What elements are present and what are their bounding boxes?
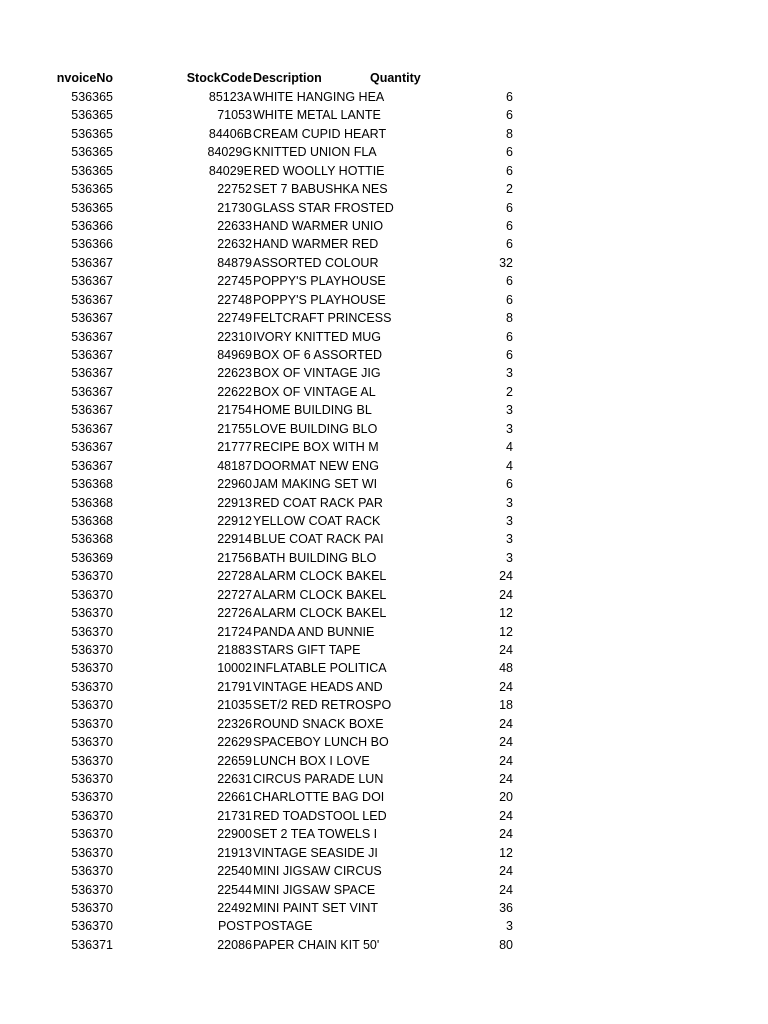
quantity-cell[interactable]: 32 <box>499 255 513 270</box>
quantity-cell[interactable]: 6 <box>506 477 513 491</box>
table-row <box>0 825 768 843</box>
quantity-cell[interactable]: 3 <box>506 919 513 934</box>
description-cell[interactable]: WHITE HANGING HEA <box>253 90 385 104</box>
stock-code-cell[interactable]: 21756 <box>217 550 252 565</box>
table-row <box>0 604 768 622</box>
description-cell[interactable]: JAM MAKING SET WI <box>253 477 378 491</box>
description-cell[interactable]: HOME BUILDING BL <box>253 403 372 418</box>
description-cell[interactable]: LUNCH BOX I LOVE <box>253 753 370 768</box>
description-cell[interactable]: POSTAGE <box>253 919 313 934</box>
table-row <box>0 125 768 143</box>
stock-code-cell[interactable]: 22631 <box>217 771 252 786</box>
invoice-no-cell[interactable]: 536367 <box>71 292 113 307</box>
description-cell[interactable]: VINTAGE SEASIDE JI <box>253 845 378 860</box>
header-stock-code[interactable]: StockCode <box>186 71 252 85</box>
invoice-no-cell[interactable]: 536368 <box>71 477 113 491</box>
header-row <box>0 69 768 87</box>
description-cell[interactable]: PANDA AND BUNNIE <box>253 624 375 639</box>
table-row <box>0 512 768 530</box>
quantity-cell[interactable]: 18 <box>499 698 513 713</box>
invoice-no-cell[interactable]: 536370 <box>71 790 113 805</box>
stock-code-cell[interactable]: 22900 <box>217 827 252 842</box>
stock-code-cell[interactable]: 22544 <box>217 882 252 897</box>
quantity-cell[interactable]: 24 <box>499 808 513 823</box>
invoice-no-cell[interactable]: 536367 <box>71 329 113 344</box>
stock-code-cell[interactable]: 22310 <box>217 329 252 344</box>
invoice-no-cell[interactable]: 536368 <box>71 495 113 510</box>
stock-code-cell[interactable]: 84029E <box>208 163 252 178</box>
description-cell[interactable]: HAND WARMER RED <box>253 237 379 252</box>
table-row <box>0 180 768 198</box>
quantity-cell[interactable]: 3 <box>506 513 513 528</box>
stock-code-cell[interactable]: 22629 <box>217 735 252 749</box>
table-row <box>0 199 768 217</box>
table-row <box>0 235 768 253</box>
table-row <box>0 586 768 604</box>
invoice-no-cell[interactable]: 536368 <box>71 532 113 547</box>
description-cell[interactable]: INFLATABLE POLITICA <box>253 661 387 676</box>
invoice-no-cell[interactable]: 536365 <box>71 90 113 104</box>
quantity-cell[interactable]: 48 <box>499 661 513 676</box>
description-cell[interactable]: ALARM CLOCK BAKEL <box>253 569 387 584</box>
invoice-no-cell[interactable]: 536368 <box>71 513 113 528</box>
description-cell[interactable]: VINTAGE HEADS AND <box>253 679 383 694</box>
quantity-cell[interactable]: 8 <box>506 311 513 326</box>
quantity-cell[interactable]: 2 <box>506 384 513 399</box>
quantity-cell[interactable]: 24 <box>499 882 513 897</box>
table-row <box>0 309 768 327</box>
description-cell[interactable]: RED COAT RACK PAR <box>253 495 383 510</box>
stock-code-cell[interactable]: 84029G <box>207 145 252 160</box>
invoice-no-cell[interactable]: 536370 <box>71 845 113 860</box>
quantity-cell[interactable]: 2 <box>506 182 513 197</box>
quantity-cell[interactable]: 24 <box>499 679 513 694</box>
stock-code-cell[interactable]: 21755 <box>217 421 252 436</box>
stock-code-cell[interactable]: 22540 <box>217 864 252 879</box>
table-row <box>0 254 768 272</box>
description-cell[interactable]: BOX OF 6 ASSORTED <box>253 348 382 362</box>
quantity-cell[interactable]: 20 <box>499 790 513 805</box>
stock-code-cell[interactable]: 22622 <box>217 384 252 399</box>
stock-code-cell[interactable]: 22632 <box>217 237 252 252</box>
description-cell[interactable]: MINI JIGSAW CIRCUS <box>253 864 382 879</box>
table-row <box>0 770 768 788</box>
quantity-cell[interactable]: 3 <box>506 403 513 418</box>
table-row <box>0 346 768 364</box>
description-cell[interactable]: ASSORTED COLOUR <box>253 255 379 270</box>
description-cell[interactable]: MINI PAINT SET VINT <box>253 900 379 915</box>
stock-code-cell[interactable]: 21731 <box>217 808 252 823</box>
stock-code-cell[interactable]: 22960 <box>217 477 252 491</box>
table-row <box>0 696 768 714</box>
description-cell[interactable]: SPACEBOY LUNCH BO <box>253 735 389 749</box>
table-row <box>0 549 768 567</box>
quantity-cell[interactable]: 6 <box>506 274 513 289</box>
stock-code-cell[interactable]: 22912 <box>217 513 252 528</box>
table-row <box>0 567 768 585</box>
stock-code-cell[interactable]: 85123A <box>208 90 252 104</box>
description-cell[interactable]: BOX OF VINTAGE AL <box>253 384 376 399</box>
description-cell[interactable]: KNITTED UNION FLA <box>253 145 377 160</box>
description-cell[interactable]: RED TOADSTOOL LED <box>253 808 387 823</box>
stock-code-cell[interactable]: 22633 <box>217 219 252 233</box>
invoice-no-cell[interactable]: 536370 <box>71 624 113 639</box>
stock-code-cell[interactable]: 21777 <box>217 440 252 455</box>
description-cell[interactable]: RECIPE BOX WITH M <box>253 440 379 455</box>
quantity-cell[interactable]: 12 <box>499 624 513 639</box>
stock-code-cell[interactable]: 21754 <box>217 403 252 418</box>
invoice-no-cell[interactable]: 536366 <box>71 219 113 233</box>
table-row <box>0 530 768 548</box>
table-row <box>0 917 768 935</box>
quantity-cell[interactable]: 3 <box>506 550 513 565</box>
table-row <box>0 88 768 106</box>
quantity-cell[interactable]: 12 <box>499 845 513 860</box>
description-cell[interactable]: MINI JIGSAW SPACE <box>253 882 376 897</box>
table-row <box>0 106 768 124</box>
table-row <box>0 457 768 475</box>
description-cell[interactable]: LOVE BUILDING BLO <box>253 421 378 436</box>
invoice-no-cell[interactable]: 536365 <box>71 163 113 178</box>
invoice-no-cell[interactable]: 536367 <box>71 440 113 455</box>
quantity-cell[interactable]: 24 <box>499 753 513 768</box>
table-row <box>0 623 768 641</box>
table-row <box>0 881 768 899</box>
quantity-cell[interactable]: 80 <box>499 937 513 952</box>
invoice-no-cell[interactable]: 536370 <box>71 808 113 823</box>
invoice-no-cell[interactable]: 536367 <box>71 458 113 473</box>
table-row <box>0 715 768 733</box>
table-row <box>0 807 768 825</box>
stock-code-cell[interactable]: 22727 <box>217 587 252 602</box>
invoice-no-cell[interactable]: 536370 <box>71 679 113 694</box>
description-cell[interactable]: RED WOOLLY HOTTIE <box>253 163 385 178</box>
invoice-no-cell[interactable]: 536371 <box>71 937 113 952</box>
quantity-cell[interactable]: 8 <box>506 126 513 141</box>
table-row <box>0 844 768 862</box>
stock-code-cell[interactable]: 21724 <box>217 624 252 639</box>
description-cell[interactable]: YELLOW COAT RACK <box>253 513 381 528</box>
invoice-no-cell[interactable]: 536370 <box>71 606 113 620</box>
invoice-no-cell[interactable]: 536367 <box>71 421 113 436</box>
table-row <box>0 272 768 290</box>
table-row <box>0 420 768 438</box>
invoice-no-cell[interactable]: 536365 <box>71 108 113 123</box>
table-row <box>0 641 768 659</box>
invoice-no-cell[interactable]: 536370 <box>71 735 113 749</box>
quantity-cell[interactable]: 24 <box>499 716 513 731</box>
description-cell[interactable]: HAND WARMER UNIO <box>253 219 384 233</box>
quantity-cell[interactable]: 24 <box>499 827 513 842</box>
stock-code-cell[interactable]: 21730 <box>217 200 252 215</box>
table-row <box>0 678 768 696</box>
description-cell[interactable]: DOORMAT NEW ENG <box>253 458 379 473</box>
description-cell[interactable]: PAPER CHAIN KIT 50' <box>253 937 380 952</box>
table-row <box>0 438 768 456</box>
quantity-cell[interactable]: 6 <box>506 108 513 123</box>
invoice-no-cell[interactable]: 536370 <box>71 882 113 897</box>
invoice-no-cell[interactable]: 536370 <box>71 587 113 602</box>
quantity-cell[interactable]: 3 <box>506 495 513 510</box>
quantity-cell[interactable]: 6 <box>506 219 513 233</box>
stock-code-cell[interactable]: 22326 <box>217 716 252 731</box>
stock-code-cell[interactable]: 22659 <box>217 753 252 768</box>
description-cell[interactable]: BOX OF VINTAGE JIG <box>253 366 381 381</box>
stock-code-cell[interactable]: 22726 <box>217 606 252 620</box>
stock-code-cell[interactable]: POST <box>217 919 252 934</box>
header-description[interactable]: Description <box>253 71 322 85</box>
quantity-cell[interactable]: 24 <box>499 735 513 749</box>
stock-code-cell[interactable]: 84969 <box>217 348 252 362</box>
stock-code-cell[interactable]: 22728 <box>217 569 252 584</box>
table-row <box>0 143 768 161</box>
invoice-no-cell[interactable]: 536370 <box>71 569 113 584</box>
stock-code-cell[interactable]: 22913 <box>217 495 252 510</box>
stock-code-cell[interactable]: 10002 <box>217 661 252 676</box>
quantity-cell[interactable]: 6 <box>506 237 513 252</box>
invoice-no-cell[interactable]: 536367 <box>71 403 113 418</box>
table-row <box>0 788 768 806</box>
stock-code-cell[interactable]: 84406B <box>208 126 252 141</box>
table-row <box>0 217 768 235</box>
invoice-no-cell[interactable]: 536370 <box>71 716 113 731</box>
invoice-no-cell[interactable]: 536370 <box>71 771 113 786</box>
table-row <box>0 752 768 770</box>
invoice-no-cell[interactable]: 536365 <box>71 200 113 215</box>
stock-code-cell[interactable]: 21913 <box>217 845 252 860</box>
quantity-cell[interactable]: 4 <box>506 440 513 455</box>
description-cell[interactable]: WHITE METAL LANTE <box>253 108 381 123</box>
invoice-no-cell[interactable]: 536370 <box>71 900 113 915</box>
stock-code-cell[interactable]: 21791 <box>217 679 252 694</box>
stock-code-cell[interactable]: 22623 <box>217 366 252 381</box>
quantity-cell[interactable]: 6 <box>506 329 513 344</box>
quantity-cell[interactable]: 6 <box>506 163 513 178</box>
invoice-no-cell[interactable]: 536367 <box>71 384 113 399</box>
table-row <box>0 162 768 180</box>
invoice-no-cell[interactable]: 536370 <box>71 661 113 676</box>
quantity-cell[interactable]: 36 <box>499 900 513 915</box>
invoice-no-cell[interactable]: 536367 <box>71 366 113 381</box>
description-cell[interactable]: IVORY KNITTED MUG <box>253 329 382 344</box>
table-row <box>0 936 768 954</box>
stock-code-cell[interactable]: 22914 <box>217 532 252 547</box>
table-row <box>0 364 768 382</box>
quantity-cell[interactable]: 24 <box>499 642 513 657</box>
invoice-no-cell[interactable]: 536370 <box>71 753 113 768</box>
invoice-no-cell[interactable]: 536370 <box>71 827 113 842</box>
stock-code-cell[interactable]: 84879 <box>217 255 252 270</box>
stock-code-cell[interactable]: 22492 <box>217 900 252 915</box>
table-row <box>0 291 768 309</box>
stock-code-cell[interactable]: 22752 <box>217 182 252 197</box>
stock-code-cell[interactable]: 48187 <box>217 458 252 473</box>
invoice-no-cell[interactable]: 536370 <box>71 642 113 657</box>
invoice-no-cell[interactable]: 536365 <box>71 145 113 160</box>
invoice-no-cell[interactable]: 536367 <box>71 274 113 289</box>
description-cell[interactable]: CHARLOTTE BAG DOI <box>253 790 385 805</box>
invoice-no-cell[interactable]: 536367 <box>71 311 113 326</box>
quantity-cell[interactable]: 24 <box>499 569 513 584</box>
stock-code-cell[interactable]: 21035 <box>217 698 252 713</box>
quantity-cell[interactable]: 3 <box>506 532 513 547</box>
description-cell[interactable]: ALARM CLOCK BAKEL <box>253 606 387 620</box>
invoice-no-cell[interactable]: 536365 <box>71 182 113 197</box>
description-cell[interactable]: SET 2 TEA TOWELS I <box>253 827 378 842</box>
quantity-cell[interactable]: 6 <box>506 200 513 215</box>
header-invoice-no[interactable]: nvoiceNo <box>56 71 113 85</box>
description-cell[interactable]: FELTCRAFT PRINCESS <box>253 311 392 326</box>
description-cell[interactable]: ALARM CLOCK BAKEL <box>253 587 387 602</box>
quantity-cell[interactable]: 6 <box>506 90 513 104</box>
table-row <box>0 733 768 751</box>
stock-code-cell[interactable]: 22661 <box>217 790 252 805</box>
description-cell[interactable]: ROUND SNACK BOXE <box>253 716 384 731</box>
quantity-cell[interactable]: 6 <box>506 145 513 160</box>
description-cell[interactable]: CREAM CUPID HEART <box>253 126 387 141</box>
description-cell[interactable]: CIRCUS PARADE LUN <box>253 771 384 786</box>
table-row <box>0 383 768 401</box>
quantity-cell[interactable]: 12 <box>499 606 513 620</box>
stock-code-cell[interactable]: 22745 <box>217 274 252 289</box>
table-row <box>0 659 768 677</box>
table-row <box>0 475 768 493</box>
stock-code-cell[interactable]: 21883 <box>217 642 252 657</box>
description-cell[interactable]: STARS GIFT TAPE <box>253 642 361 657</box>
description-cell[interactable]: BLUE COAT RACK PAI <box>253 532 384 547</box>
invoice-no-cell[interactable]: 536370 <box>71 864 113 879</box>
quantity-cell[interactable]: 6 <box>506 292 513 307</box>
table-row <box>0 401 768 419</box>
table-row <box>0 494 768 512</box>
stock-code-cell[interactable]: 22748 <box>217 292 252 307</box>
stock-code-cell[interactable]: 71053 <box>217 108 252 123</box>
quantity-cell[interactable]: 6 <box>506 348 513 362</box>
invoice-no-cell[interactable]: 536370 <box>71 698 113 713</box>
invoice-no-cell[interactable]: 536366 <box>71 237 113 252</box>
table-row <box>0 899 768 917</box>
quantity-cell[interactable]: 3 <box>506 421 513 436</box>
table-row <box>0 862 768 880</box>
quantity-cell[interactable]: 24 <box>499 864 513 879</box>
description-cell[interactable]: POPPY'S PLAYHOUSE <box>253 274 386 289</box>
quantity-cell[interactable]: 4 <box>506 458 513 473</box>
quantity-cell[interactable]: 24 <box>499 587 513 602</box>
description-cell[interactable]: SET/2 RED RETROSPO <box>253 698 392 713</box>
description-cell[interactable]: GLASS STAR FROSTED <box>253 200 394 215</box>
description-cell[interactable]: POPPY'S PLAYHOUSE <box>253 292 386 307</box>
description-cell[interactable]: BATH BUILDING BLO <box>253 550 377 565</box>
invoice-no-cell[interactable]: 536369 <box>71 550 113 565</box>
table-row <box>0 328 768 346</box>
quantity-cell[interactable]: 24 <box>499 771 513 786</box>
invoice-no-cell[interactable]: 536367 <box>71 255 113 270</box>
description-cell[interactable]: SET 7 BABUSHKA NES <box>253 182 388 197</box>
stock-code-cell[interactable]: 22749 <box>217 311 252 326</box>
invoice-no-cell[interactable]: 536365 <box>71 126 113 141</box>
invoice-no-cell[interactable]: 536370 <box>71 919 113 934</box>
stock-code-cell[interactable]: 22086 <box>217 937 252 952</box>
header-quantity[interactable]: Quantity <box>370 71 421 85</box>
quantity-cell[interactable]: 3 <box>506 366 513 381</box>
invoice-no-cell[interactable]: 536367 <box>71 348 113 362</box>
